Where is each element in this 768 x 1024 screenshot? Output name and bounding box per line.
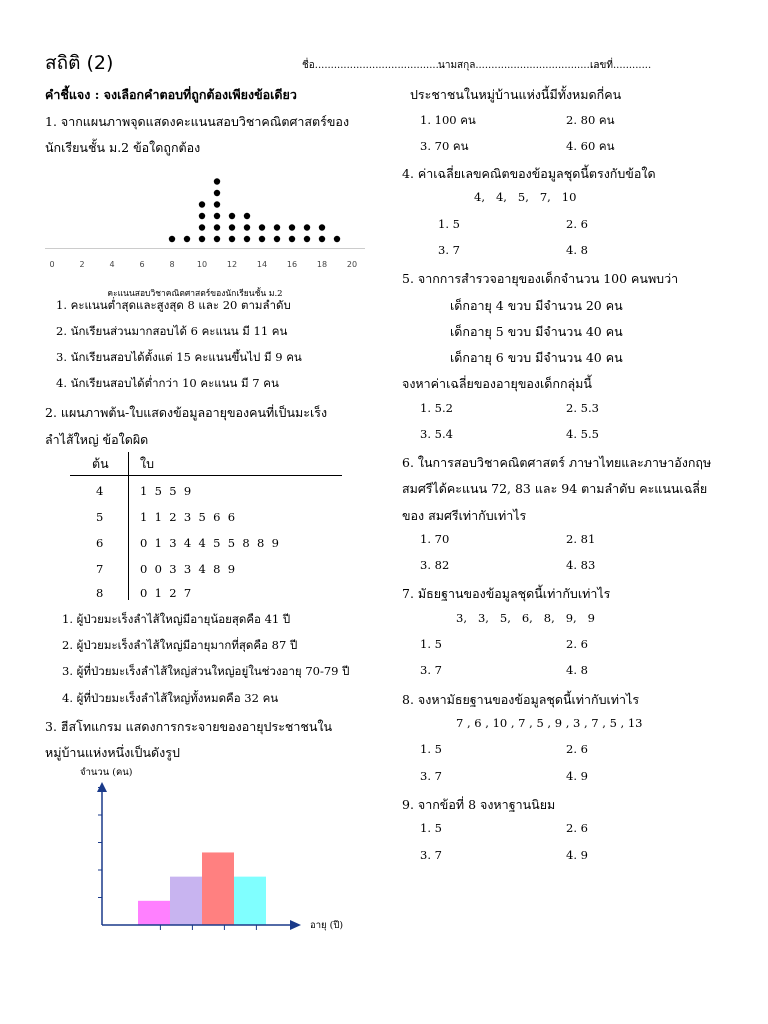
- q2-option-1[interactable]: 1. ผู้ป่วยมะเร็งลำไส้ใหญ่มีอายุน้อยสุดคือ 41 ปี: [62, 612, 291, 626]
- dot-plot-point: [214, 224, 220, 230]
- leaf-values: 1 1 2 3 5 6 6: [140, 510, 236, 524]
- q1-stem-line2: นักเรียนชั้น ม.2 ข้อใดถูกต้อง: [45, 140, 201, 155]
- q7-stem: 7. มัธยฐานของข้อมูลชุดนี้เท่ากับเท่าไร: [402, 586, 611, 601]
- stem-value: 6: [96, 536, 104, 550]
- histogram-bar: [202, 852, 234, 925]
- dot-plot-point: [334, 236, 340, 242]
- q1-option-4[interactable]: 4. นักเรียนสอบได้ต่ำกว่า 10 คะแนน มี 7 คน: [56, 376, 279, 390]
- dot-plot-point: [214, 213, 220, 219]
- q9-option-4[interactable]: 4. 9: [566, 848, 588, 862]
- stem-leaf-divider-horizontal: [70, 475, 342, 476]
- q4-option-3[interactable]: 3. 7: [438, 243, 460, 257]
- q3-option-3[interactable]: 3. 70 คน: [420, 139, 469, 153]
- stem-value: 8: [96, 586, 104, 600]
- q6-option-4[interactable]: 4. 83: [566, 558, 596, 572]
- number-field[interactable]: เลขที่............: [590, 60, 652, 71]
- instructions: คำชี้แจง : จงเลือกคำตอบที่ถูกต้องเพียงข้อเดียว: [45, 87, 297, 102]
- dot-plot-point: [199, 213, 205, 219]
- dot-plot-point: [244, 236, 250, 242]
- q7-option-1[interactable]: 1. 5: [420, 637, 442, 651]
- leaf-header: ใบ: [140, 456, 155, 471]
- q6-stem-line1: 6. ในการสอบวิชาคณิตศาสตร์ ภาษาไทยและภาษาอังกฤษ: [402, 455, 712, 470]
- q2-stem-line2: ลำไส้ใหญ่ ข้อใดผิด: [45, 432, 149, 447]
- dot-plot-point: [244, 213, 250, 219]
- dot-plot-point: [274, 224, 280, 230]
- dot-plot-point: [214, 201, 220, 207]
- leaf-values: 0 1 3 4 4 5 5 8 8 9: [140, 536, 279, 550]
- stem-value: 5: [96, 510, 104, 524]
- q7-option-4[interactable]: 4. 8: [566, 663, 588, 677]
- q5-stem: 5. จากการสำรวจอายุของเด็กจำนวน 100 คนพบว่า: [402, 271, 679, 286]
- dot-plot-point: [289, 236, 295, 242]
- leaf-values: 1 5 5 9: [140, 484, 192, 498]
- histogram-bar: [138, 901, 170, 925]
- dot-plot-point: [214, 190, 220, 196]
- q5-option-3[interactable]: 3. 5.4: [420, 427, 453, 441]
- q3-stem-line1: 3. ฮีสโทแกรม แสดงการกระจายของอายุประชาชนใน: [45, 719, 333, 734]
- q6-option-2[interactable]: 2. 81: [566, 532, 596, 546]
- dot-plot-point: [304, 224, 310, 230]
- dot-plot-tick-label: 6: [139, 260, 145, 269]
- q1-stem-line1: 1. จากแผนภาพจุดแสดงคะแนนสอบวิชาคณิตศาสตร์ของ: [45, 114, 350, 129]
- dot-plot-tick-label: 12: [226, 260, 238, 269]
- q3-option-2[interactable]: 2. 80 คน: [566, 113, 615, 127]
- dot-plot-tick-label: 8: [169, 260, 175, 269]
- q6-stem-line3: ของ สมศรีเท่ากับเท่าไร: [402, 508, 527, 523]
- histogram-bar: [234, 877, 266, 925]
- dot-plot-chart: [45, 160, 365, 299]
- q1-option-1[interactable]: 1. คะแนนต่ำสุดและสูงสุด 8 และ 20 ตามลำดับ: [56, 298, 291, 312]
- dot-plot-tick-label: 20: [346, 260, 358, 269]
- dot-plot-point: [244, 224, 250, 230]
- dot-plot-tick-label: 4: [109, 260, 115, 269]
- q4-option-2[interactable]: 2. 6: [566, 217, 588, 231]
- dot-plot-tick-label: 10: [196, 260, 208, 269]
- histogram-chart: [60, 762, 360, 942]
- dot-plot-tick-label: 14: [256, 260, 268, 269]
- q8-option-3[interactable]: 3. 7: [420, 769, 442, 783]
- dot-plot-point: [259, 224, 265, 230]
- stem-header: ต้น: [92, 456, 109, 471]
- q8-option-1[interactable]: 1. 5: [420, 742, 442, 756]
- q1-option-2[interactable]: 2. นักเรียนส่วนมากสอบได้ 6 คะแนน มี 11 คน: [56, 324, 288, 338]
- q8-data: 7 , 6 , 10 , 7 , 5 , 9 , 3 , 7 , 5 , 13: [456, 716, 643, 730]
- page-title: สถิติ (2): [45, 52, 114, 74]
- q7-option-2[interactable]: 2. 6: [566, 637, 588, 651]
- q5-question: จงหาค่าเฉลี่ยของอายุของเด็กกลุ่มนี้: [402, 376, 592, 391]
- q8-option-2[interactable]: 2. 6: [566, 742, 588, 756]
- q5-line-3: เด็กอายุ 6 ขวบ มีจำนวน 40 คน: [450, 350, 623, 365]
- q6-option-1[interactable]: 1. 70: [420, 532, 450, 546]
- histogram-xlabel: อายุ (ปี): [310, 920, 344, 931]
- q5-option-2[interactable]: 2. 5.3: [566, 401, 599, 415]
- dot-plot-tick-label: 0: [49, 260, 55, 269]
- q4-option-1[interactable]: 1. 5: [438, 217, 460, 231]
- x-axis-arrow-icon: [290, 920, 301, 930]
- dot-plot-point: [229, 236, 235, 242]
- q8-option-4[interactable]: 4. 9: [566, 769, 588, 783]
- q2-option-2[interactable]: 2. ผู้ป่วยมะเร็งลำไส้ใหญ่มีอายุมากที่สุดคือ 87 ปี: [62, 638, 298, 652]
- q5-line-1: เด็กอายุ 4 ขวบ มีจำนวน 20 คน: [450, 298, 623, 313]
- dot-plot-axis-line: [45, 248, 365, 249]
- dot-plot-point: [199, 224, 205, 230]
- dot-plot-point: [214, 178, 220, 184]
- dot-plot-point: [199, 201, 205, 207]
- stem-value: 7: [96, 562, 104, 576]
- dot-plot-point: [169, 236, 175, 242]
- dot-plot-point: [214, 236, 220, 242]
- dot-plot-point: [229, 213, 235, 219]
- dot-plot-point: [319, 236, 325, 242]
- q7-data: 3, 3, 5, 6, 8, 9, 9: [456, 611, 595, 625]
- dot-plot-tick-label: 16: [286, 260, 298, 269]
- q9-option-1[interactable]: 1. 5: [420, 821, 442, 835]
- dot-plot-point: [199, 236, 205, 242]
- q9-stem: 9. จากข้อที่ 8 จงหาฐานนิยม: [402, 797, 556, 812]
- dot-plot-point: [289, 224, 295, 230]
- leaf-values: 0 0 3 3 4 8 9: [140, 562, 236, 576]
- q5-option-4[interactable]: 4. 5.5: [566, 427, 599, 441]
- q5-option-1[interactable]: 1. 5.2: [420, 401, 453, 415]
- histogram-ylabel: จำนวน (คน): [80, 767, 133, 778]
- q3-stem-line3: ประชาชนในหมู่บ้านแห่งนี้มีทั้งหมดกี่คน: [410, 87, 622, 102]
- q4-data: 4, 4, 5, 7, 10: [474, 190, 577, 204]
- leaf-values: 0 1 2 7: [140, 586, 192, 600]
- q9-option-3[interactable]: 3. 7: [420, 848, 442, 862]
- dot-plot-point: [274, 236, 280, 242]
- name-field[interactable]: ชื่อ.........................................: [302, 60, 446, 71]
- stem-value: 4: [96, 484, 104, 498]
- dot-plot-point: [184, 236, 190, 242]
- q6-stem-line2: สมศรีได้คะแนน 72, 83 และ 94 ตามลำดับ คะแนนเฉลี่ย: [402, 481, 708, 496]
- surname-field[interactable]: นามสกุล.......................................: [438, 60, 600, 71]
- q1-option-3[interactable]: 3. นักเรียนสอบได้ตั้งแต่ 15 คะแนนขึ้นไป มี 9 คน: [56, 350, 302, 364]
- q9-option-2[interactable]: 2. 6: [566, 821, 588, 835]
- q7-option-3[interactable]: 3. 7: [420, 663, 442, 677]
- q6-option-3[interactable]: 3. 82: [420, 558, 450, 572]
- q3-option-1[interactable]: 1. 100 คน: [420, 113, 476, 127]
- histogram-bar: [170, 877, 202, 925]
- dot-plot-point: [259, 236, 265, 242]
- q8-stem: 8. จงหามัธยฐานของข้อมูลชุดนี้เท่ากับเท่าไร: [402, 692, 640, 707]
- dot-plot-point: [319, 224, 325, 230]
- dot-plot-caption: คะแนนสอบวิชาคณิตศาสตร์ของนักเรียนชั้น ม.2: [107, 289, 283, 299]
- q3-stem-line2: หมู่บ้านแห่งหนึ่งเป็นดังรูป: [45, 745, 180, 760]
- q4-option-4[interactable]: 4. 8: [566, 243, 588, 257]
- q5-line-2: เด็กอายุ 5 ขวบ มีจำนวน 40 คน: [450, 324, 623, 339]
- q2-stem-line1: 2. แผนภาพต้น-ใบแสดงข้อมูลอายุของคนที่เป็นมะเร็ง: [45, 405, 328, 420]
- q3-option-4[interactable]: 4. 60 คน: [566, 139, 615, 153]
- q2-option-3[interactable]: 3. ผู้ที่ป่วยมะเร็งลำไส้ใหญ่ส่วนใหญ่อยู่ในช่วงอายุ 70-79 ปี: [62, 664, 350, 678]
- dot-plot-point: [229, 224, 235, 230]
- q4-stem: 4. ค่าเฉลี่ยเลขคณิตของข้อมูลชุดนี้ตรงกับข้อใด: [402, 166, 656, 181]
- dot-plot-point: [304, 236, 310, 242]
- dot-plot-tick-label: 2: [79, 260, 85, 269]
- dot-plot-tick-label: 18: [316, 260, 328, 269]
- q2-option-4[interactable]: 4. ผู้ที่ป่วยมะเร็งลำไส้ใหญ่ทั้งหมดคือ 32 คน: [62, 691, 279, 705]
